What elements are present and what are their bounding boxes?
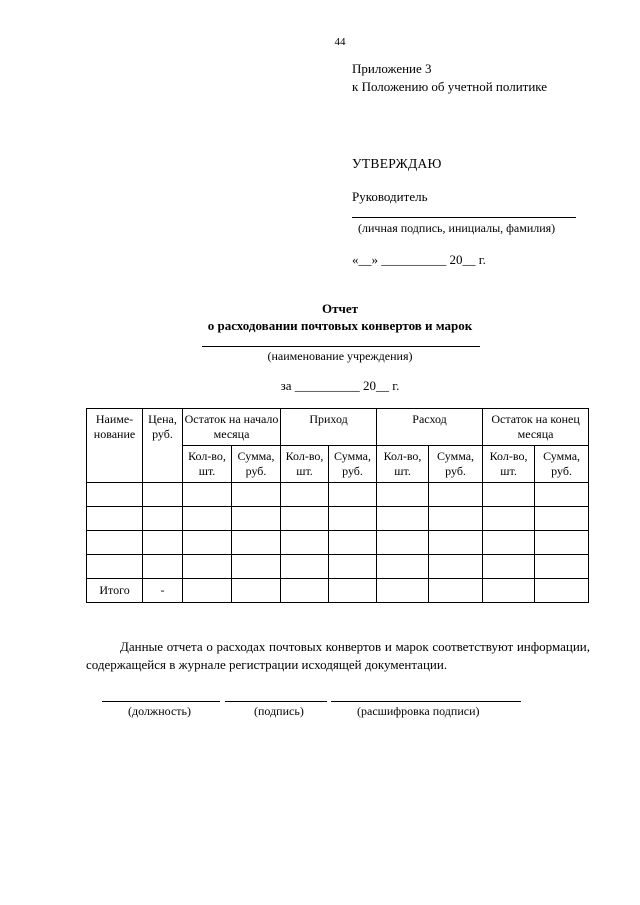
header-price: Цена, руб.	[143, 409, 183, 483]
total-row	[87, 579, 589, 603]
signature-line	[352, 217, 576, 218]
appendix-block	[352, 60, 547, 96]
decoding-caption: (расшифровка подписи)	[357, 704, 480, 718]
subheader-sum: Сумма, руб.	[329, 446, 377, 483]
appendix-line2: к Положению об учетной политике	[352, 79, 548, 94]
table-row	[87, 507, 589, 531]
table-row	[87, 531, 589, 555]
subheader-qty: Кол-во, шт.	[183, 446, 232, 483]
header-income: Приход	[281, 409, 377, 446]
approval-heading: УТВЕРЖДАЮ	[352, 156, 442, 171]
position-line	[102, 701, 220, 702]
approval-date-line: «__» __________ 20__ г.	[352, 252, 486, 267]
subheader-qty: Кол-во, шт.	[281, 446, 329, 483]
header-opening-balance: Остаток на начало месяца	[183, 409, 281, 446]
subheader-sum: Сумма, руб.	[535, 446, 589, 483]
signature-caption-bottom: (подпись)	[254, 704, 304, 718]
subheader-sum: Сумма, руб.	[232, 446, 281, 483]
appendix-line1: Приложение 3	[352, 61, 432, 76]
page-number: 44	[334, 36, 346, 48]
header-row	[87, 409, 589, 446]
table-row	[87, 483, 589, 507]
report-title-line2: о расходовании почтовых конвертов и марок	[207, 318, 473, 333]
position-caption: (должность)	[128, 704, 191, 718]
signature-caption: (личная подпись, инициалы, фамилия)	[358, 221, 556, 235]
decoding-line	[331, 701, 521, 702]
subheader-qty: Кол-во, шт.	[483, 446, 535, 483]
approver-position: Руководитель	[352, 189, 428, 204]
period-line: за __________ 20__ г.	[280, 378, 400, 393]
header-closing-balance: Остаток на конец месяца	[483, 409, 589, 446]
confirmation-paragraph: Данные отчета о расходах почтовых конвертов и марок соответствуют информации, содержащейся в журнале регистрации исходящей документации.	[86, 639, 590, 672]
institution-caption: (наименование учреждения)	[267, 349, 413, 363]
table-row	[87, 555, 589, 579]
subheader-sum: Сумма, руб.	[429, 446, 483, 483]
report-table	[86, 408, 589, 603]
subheader-qty: Кол-во, шт.	[377, 446, 429, 483]
signature-line-bottom	[225, 701, 327, 702]
institution-line	[202, 346, 480, 347]
header-expense: Расход	[377, 409, 483, 446]
report-title-line1: Отчет	[322, 301, 358, 316]
total-label: Итого	[87, 579, 143, 603]
total-price: -	[143, 579, 183, 603]
report-title	[0, 300, 640, 334]
header-name: Наиме-нование	[87, 409, 143, 483]
